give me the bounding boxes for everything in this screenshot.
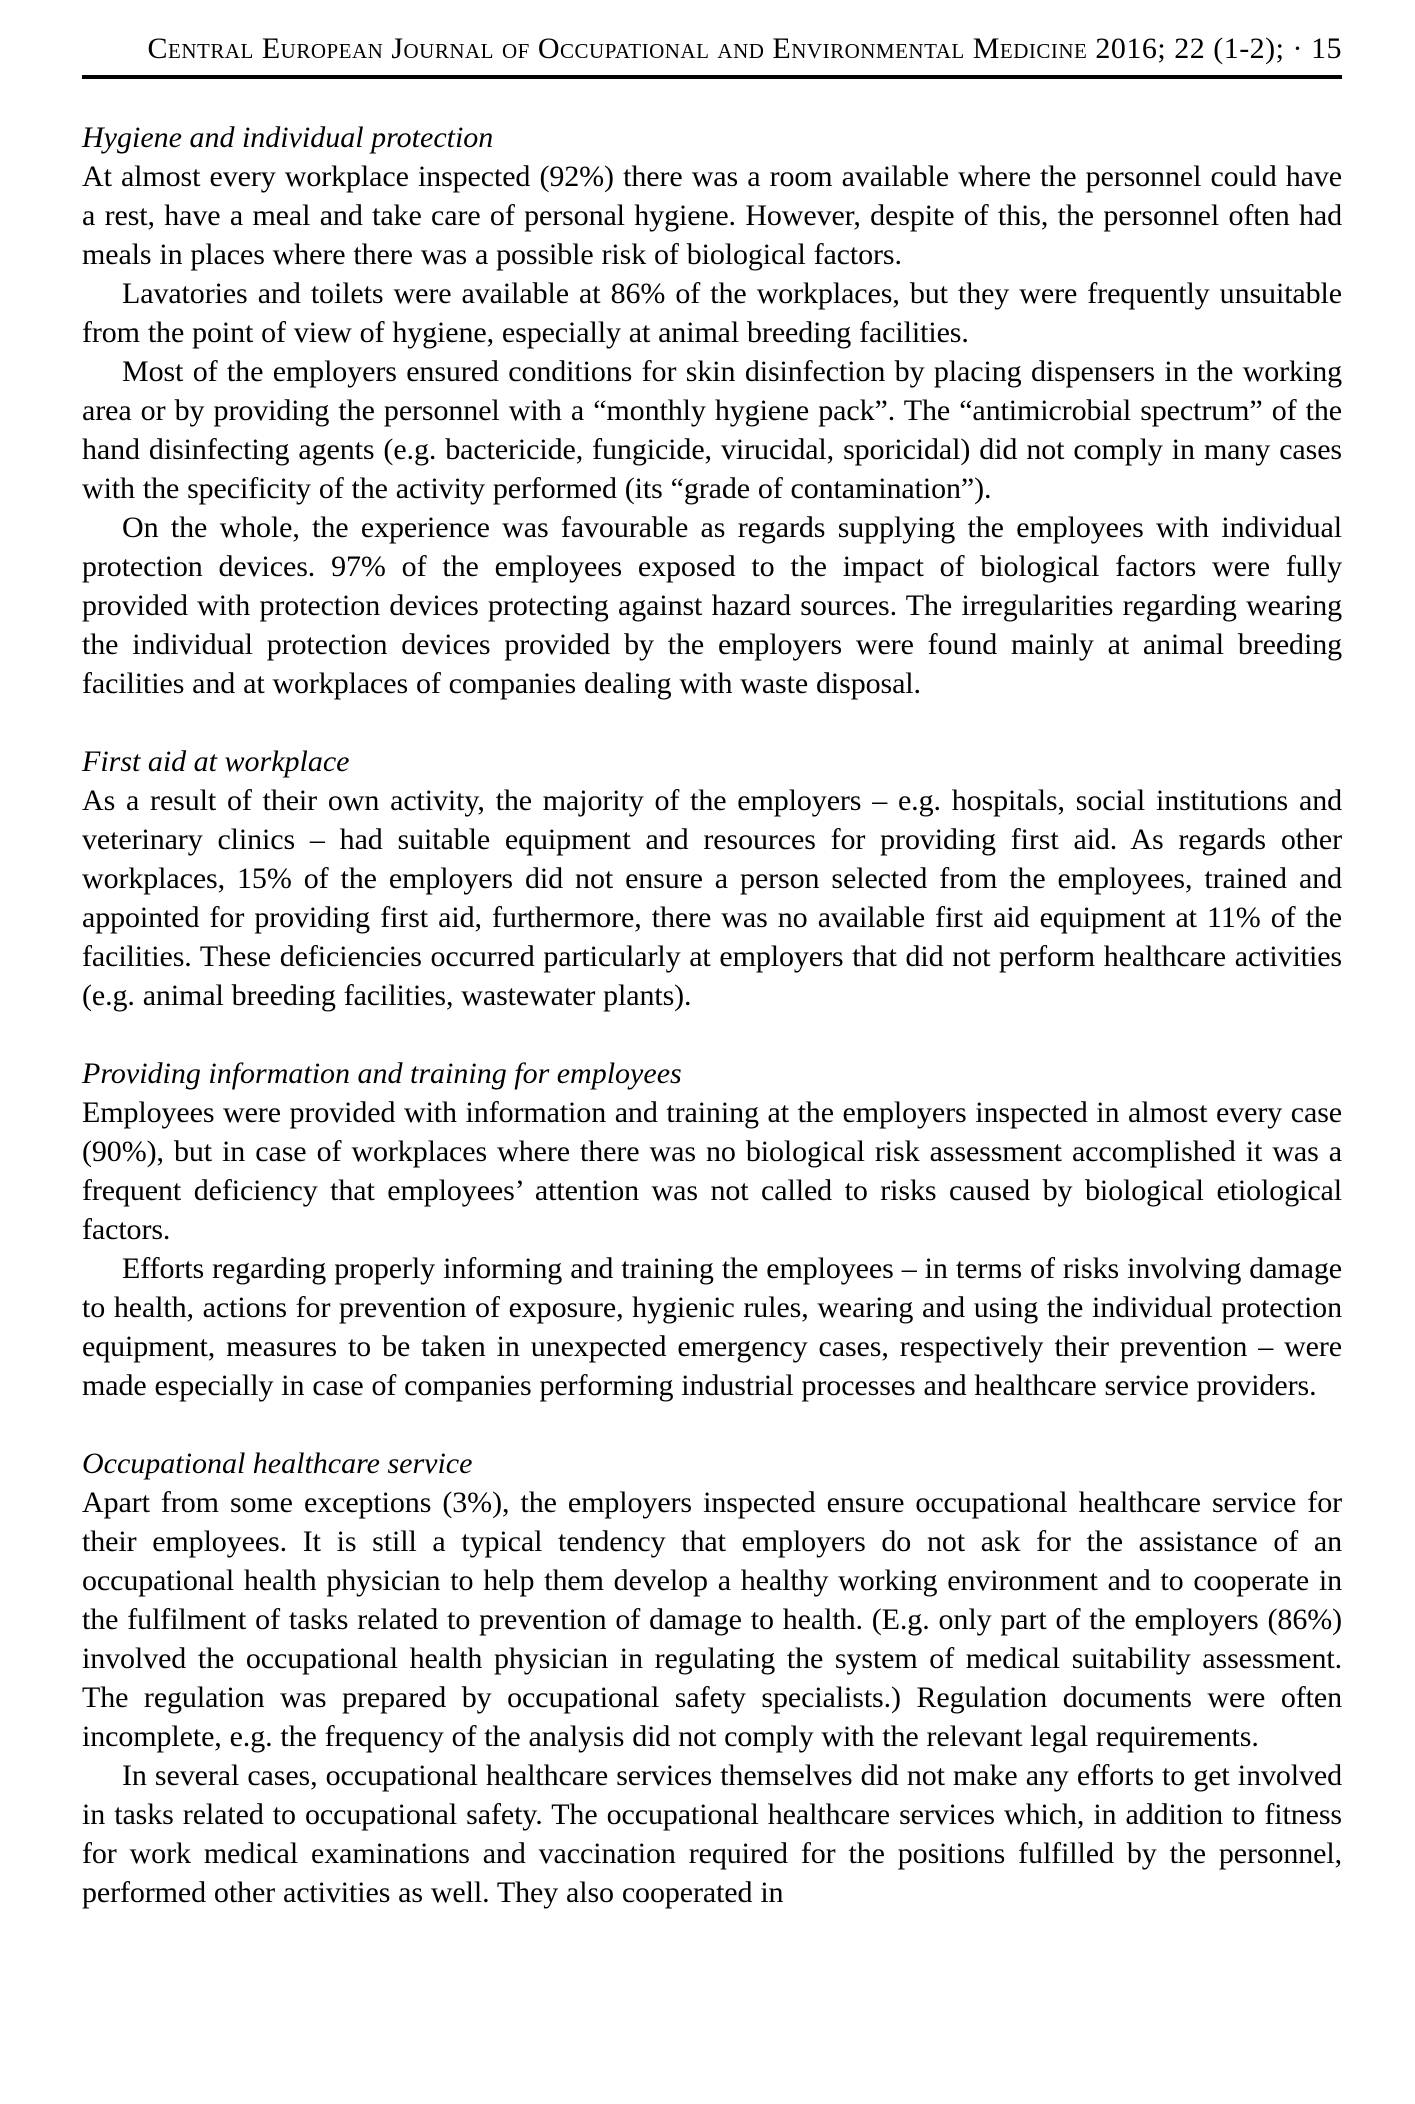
paragraph: As a result of their own activity, the majority of the employers – e.g. hospitals, social institutions and veterinary clinics – had suitable equipment and resources for providing first aid. As regards other workplaces, 15% of the employers did not ensure a person selected from the employees, trained and appointed for providing first aid, furthermore, there was no available first aid equipment at 11% of the facilities. These deficiencies occurred particularly at employers that did not perform healthcare activities (e.g. animal breeding facilities, wastewater plants). [82,784,1342,1012]
paragraph: In several cases, occupational healthcare services themselves did not make any efforts to get involved in tasks related to occupational safety. The occupational healthcare services which, in addition to fitness for work medical examinations and vaccination required for the positions fulfilled by the personnel, performed other activities as well. They also cooperated in [82,1759,1342,1909]
paragraph: Most of the employers ensured conditions for skin disinfection by placing dispensers in the working area or by providing the personnel with a “monthly hygiene pack”. The “antimicrobial spectrum” of the hand disinfecting agents (e.g. bactericide, fungicide, virucidal, sporicidal) did not comply in many cases with the specificity of the activity performed (its “grade of contamination”). [82,355,1342,505]
paragraph: On the whole, the experience was favourable as regards supplying the employees with individual protection devices. 97% of the employees exposed to the impact of biological factors were fully provided with protection devices protecting against hazard sources. The irregularities regarding wearing the individual protection devices provided by the employers were found mainly at animal breeding facilities and at workplaces of companies dealing with waste disposal. [82,511,1342,700]
header-rule [82,75,1342,79]
paragraph: Employees were provided with information and training at the employers inspected in almost every case (90%), but in case of workplaces where there was no biological risk assessment accomplished it was a frequent deficiency that employees’ attention was not called to risks caused by biological etiological factors. [82,1096,1342,1246]
section-heading: First aid at workplace [82,745,350,778]
section-occupational-healthcare-service [82,1444,1342,1912]
journal-header-text: Central European Journal of Occupational and Environmental Medicine 2016; 22 (1-2); · 15 [147,32,1342,65]
paragraph: Lavatories and toilets were available at 86% of the workplaces, but they were frequently unsuitable from the point of view of hygiene, especially at animal breeding facilities. [82,277,1342,349]
paragraph: At almost every workplace inspected (92%) there was a room available where the personnel could have a rest, have a meal and take care of personal hygiene. However, despite of this, the personnel often had meals in places where there was a possible risk of biological factors. [82,160,1342,271]
section-heading: Occupational healthcare service [82,1447,473,1480]
paragraph: Efforts regarding properly informing and training the employees – in terms of risks involving damage to health, actions for prevention of exposure, hygienic rules, wearing and using the individual protection equipment, measures to be taken in unexpected emergency cases, respectively their prevention – were made especially in case of companies performing industrial processes and healthcare service providers. [82,1252,1342,1402]
section-hygiene-and-individual-protection [82,118,1342,703]
section-heading: Providing information and training for employees [82,1057,682,1090]
paragraph: Apart from some exceptions (3%), the employers inspected ensure occupational healthcare service for their employees. It is still a typical tendency that employers do not ask for the assistance of an occupational health physician to help them develop a healthy working environment and to cooperate in the fulfilment of tasks related to prevention of damage to health. (E.g. only part of the employers (86%) involved the occupational health physician in regulating the system of medical suitability assessment. The regulation was prepared by occupational safety specialists.) Regulation documents were often incomplete, e.g. the frequency of the analysis did not comply with the relevant legal requirements. [82,1486,1342,1753]
section-first-aid-at-workplace [82,742,1342,1015]
section-providing-information-and-training [82,1054,1342,1405]
section-heading: Hygiene and individual protection [82,121,494,154]
